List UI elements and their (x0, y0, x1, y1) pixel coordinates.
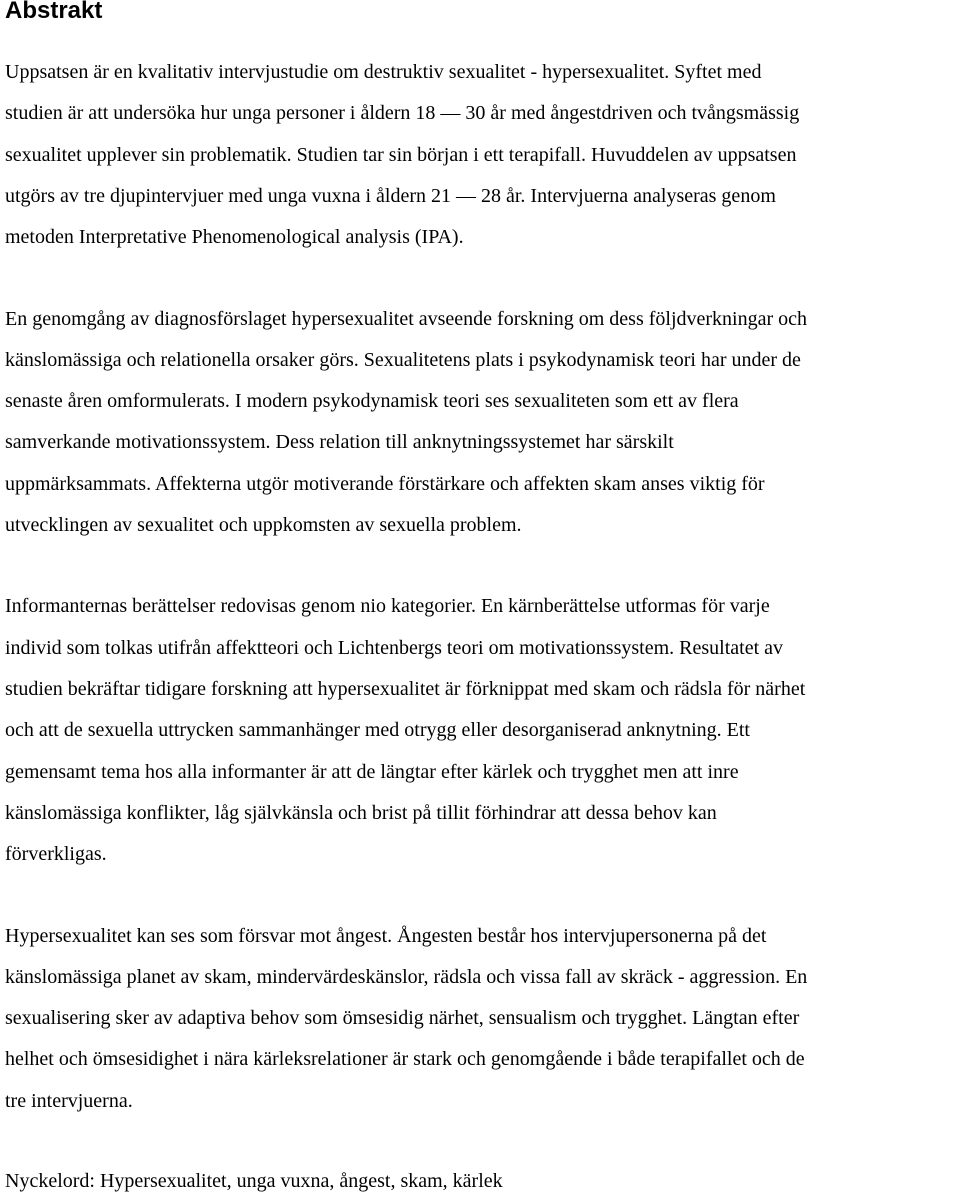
abstract-heading: Abstrakt (5, 0, 103, 24)
text-line: sexualitet upplever sin problematik. Studien tar sin början i ett terapifall. Huvuddelen av uppsatsen (5, 144, 797, 166)
text-line: känslomässiga planet av skam, mindervärdeskänslor, rädsla och vissa fall av skräck - aggression. En (5, 966, 808, 988)
text-line: senaste åren omformulerats. I modern psykodynamisk teori ses sexualiteten som ett av flera (5, 390, 739, 412)
text-line: helhet och ömsesidighet i nära kärleksrelationer är stark och genomgående i både terapifallet och de (5, 1048, 805, 1070)
text-line: Informanternas berättelser redovisas genom nio kategorier. En kärnberättelse utformas för varje (5, 595, 770, 617)
text-line: En genomgång av diagnosförslaget hypersexualitet avseende forskning om dess följdverkningar och (5, 308, 808, 330)
text-line: känslomässiga konflikter, låg självkänsla och brist på tillit förhindrar att dessa behov kan (5, 802, 717, 824)
text-line: individ som tolkas utifrån affektteori och Lichtenbergs teori om motivationssystem. Resultatet av (5, 637, 783, 659)
text-line: känslomässiga och relationella orsaker görs. Sexualitetens plats i psykodynamisk teori har under de (5, 349, 801, 371)
text-line: metoden Interpretative Phenomenological analysis (IPA). (5, 226, 464, 248)
keywords-line: Nyckelord: Hypersexualitet, unga vuxna, ångest, skam, kärlek (5, 1170, 503, 1192)
text-line: Uppsatsen är en kvalitativ intervjustudie om destruktiv sexualitet - hypersexualitet. Syftet med (5, 61, 762, 83)
text-line: tre intervjuerna. (5, 1090, 133, 1112)
text-line: utvecklingen av sexualitet och uppkomsten av sexuella problem. (5, 514, 522, 536)
text-line: studien är att undersöka hur unga personer i åldern 18 — 30 år med ångestdriven och tvångsmässig (5, 102, 800, 124)
text-line: och att de sexuella uttrycken sammanhänger med otrygg eller desorganiserad anknytning. Ett (5, 719, 750, 741)
text-line: uppmärksammats. Affekterna utgör motiverande förstärkare och affekten skam anses viktig för (5, 473, 765, 495)
text-line: studien bekräftar tidigare forskning att hypersexualitet är förknippat med skam och rädsla för närhet (5, 678, 806, 700)
text-line: gemensamt tema hos alla informanter är att de längtar efter kärlek och trygghet men att inre (5, 761, 739, 783)
text-line: sexualisering sker av adaptiva behov som ömsesidig närhet, sensualism och trygghet. Längtan efter (5, 1007, 800, 1029)
text-line: samverkande motivationssystem. Dess relation till anknytningssystemet har särskilt (5, 431, 674, 453)
text-line: Hypersexualitet kan ses som försvar mot ångest. Ångesten består hos intervjupersonerna på det (5, 925, 767, 947)
text-line: utgörs av tre djupintervjuer med unga vuxna i åldern 21 — 28 år. Intervjuerna analyseras genom (5, 185, 776, 207)
text-line: förverkligas. (5, 843, 107, 865)
